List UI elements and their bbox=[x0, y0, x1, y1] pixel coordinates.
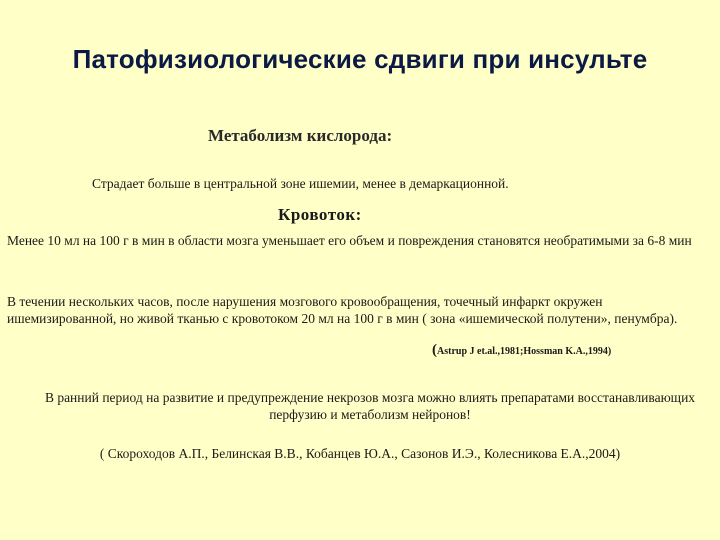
reference-text: Astrup J et.al.,1981;Hossman K.A.,1994) bbox=[437, 346, 612, 357]
authors-citation: ( Скороходов А.П., Белинская В.В., Кобанцев Ю.А., Сазонов И.Э., Колесникова Е.А.,2004) bbox=[99, 446, 621, 461]
blood-flow-heading: Кровоток: bbox=[278, 205, 362, 224]
blood-flow-paragraph-1: Менее 10 мл на 100 г в мин в области мозга уменьшает его объем и повреждения становятся необратимыми за 6-8 мин bbox=[7, 233, 692, 248]
slide-title: Патофизиологические сдвиги при инсульте bbox=[72, 44, 648, 74]
reference-open-paren: ( bbox=[432, 342, 437, 358]
oxygen-metabolism-text: Страдает больше в центральной зоне ишемии, менее в демаркационной. bbox=[92, 176, 509, 191]
blood-flow-paragraph-2: В течении нескольких часов, после нарушения мозгового кровообращения, точечный инфаркт окружен ишемизированной, но живой тканью с кровотоком 20 мл на 100 г в мин ( зона «ишемической полутени», пенумбра). bbox=[7, 294, 678, 326]
reference-citation bbox=[432, 342, 611, 359]
oxygen-metabolism-heading: Метаболизм кислорода: bbox=[208, 126, 393, 145]
early-period-paragraph: В ранний период на развитие и предупреждение некрозов мозга можно влиять препаратами восстанавливающих перфузию и метаболизм нейронов! bbox=[44, 390, 696, 422]
